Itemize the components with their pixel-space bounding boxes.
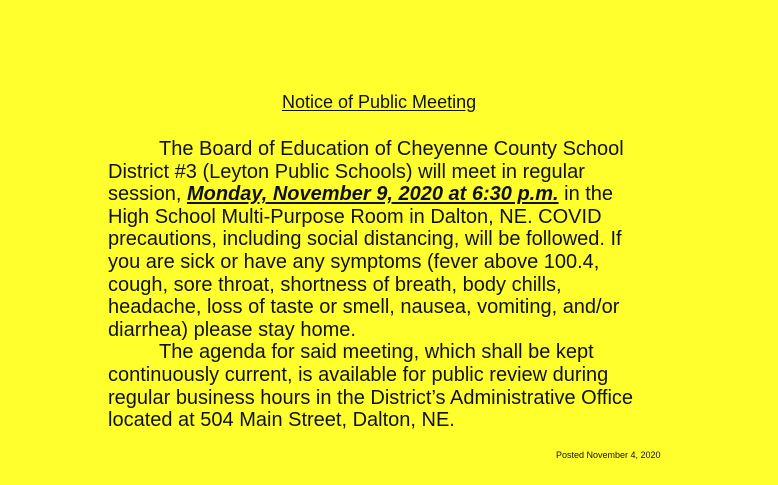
paragraph1-line2: District #3 (Leyton Public Schools) will meet in regular: [108, 160, 585, 183]
paragraph1-line1: The Board of Education of Cheyenne County School: [159, 138, 624, 160]
posted-date: Posted November 4, 2020: [556, 450, 661, 460]
paragraph2-line4: located at 504 Main Street, Dalton, NE.: [108, 409, 455, 432]
session-prefix: session,: [108, 183, 187, 206]
paragraph-meeting-details: [108, 138, 688, 341]
paragraph1-line5: precautions, including social distancing, will be followed. If: [108, 228, 622, 251]
meeting-date-time: Monday, November 9, 2020 at 6:30 p.m.: [186, 183, 559, 206]
paragraph1-line4: High School Multi-Purpose Room in Dalton, NE. COVID: [108, 205, 602, 228]
paragraph2-line2: continuously current, is available for public review during: [108, 363, 609, 386]
paragraph1-line7: cough, sore throat, shortness of breath, body chills,: [108, 273, 562, 296]
paragraph1-line3: [108, 183, 688, 206]
paragraph1-line8: headache, loss of taste or smell, nausea, vomiting, and/or: [108, 296, 620, 319]
paragraph-agenda: [108, 341, 688, 431]
session-suffix: in the: [558, 183, 614, 206]
notice-title: Notice of Public Meeting: [282, 92, 477, 112]
paragraph2-line3: regular business hours in the District’s Administrative Office: [108, 386, 634, 409]
paragraph1-line9: diarrhea) please stay home.: [108, 318, 356, 341]
paragraph2-line1: The agenda for said meeting, which shall be kept: [159, 341, 594, 364]
paragraph1-line6: you are sick or have any symptoms (fever above 100.4,: [108, 250, 600, 273]
notice-body: [108, 138, 688, 432]
